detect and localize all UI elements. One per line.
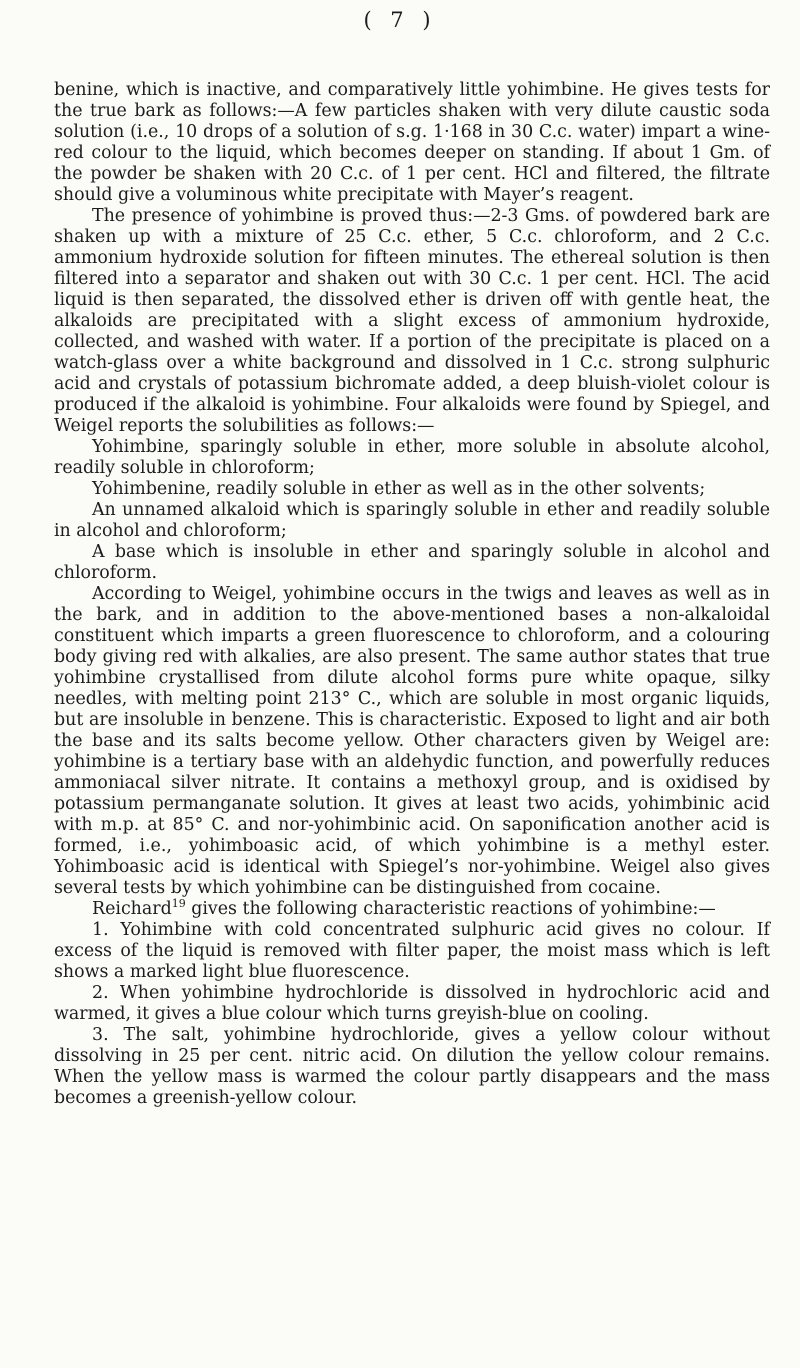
solubility-yohimbenine: Yohimbenine, readily soluble in ether as well as in the other solvents; <box>92 479 706 499</box>
paragraph-2: The presence of yohimbine is proved thus:—2-3 Gms. of powdered bark are shaken up with a mixture of 25 C.c. ether, 5 C.c. chloroform, and 2 C.c. ammonium hydroxide solution for fifteen minutes. The ethereal solution is then filtered into a separator and shaken out with 30 C.c. 1 per cent. HCl. The acid liquid is then separated, the dissolved ether is driven off with gentle heat, the alkaloids are precipitated with a slight excess of ammonium hydroxide, collected, and washed with water. If a portion of the precipitate is placed on a watch-glass over a white background and dissolved in 1 C.c. strong sulphuric acid and crystals of potassium bichromate added, a deep bluish-violet colour is produced if the alkaloid is yohimbine. Four alkaloids were found by Spiegel, and Weigel reports the solubilities as follows:— <box>54 206 770 436</box>
reichard-text-cont: gives the following characteristic reactions of yohimbine:— <box>185 899 716 919</box>
solubility-unnamed-alkaloid: An unnamed alkaloid which is sparingly soluble in ether and readily soluble in alcohol and chloroform; <box>54 500 770 541</box>
paragraph-weigel: According to Weigel, yohimbine occurs in the twigs and leaves as well as in the bark, and in addition to the above-mentioned bases a non-alkaloidal constituent which imparts a green fluorescence to chloroform, and a colouring body giving red with alkalies, are also present. The same author states that true yohimbine crystallised from dilute alcohol forms pure white opaque, silky needles, with melting point 213° C., which are soluble in most organic liquids, but are insoluble in benzene. This is characteristic. Exposed to light and air both the base and its salts become yellow. Other characters given by Weigel are: yohimbine is a tertiary base with an aldehydic function, and powerfully reduces ammoniacal silver nitrate. It contains a methoxyl group, and is oxidised by potassium permanganate solution. It gives at least two acids, yohimbinic acid with m.p. at 85° C. and nor-yohimbinic acid. On saponification another acid is formed, i.e., yohimboasic acid, of which yohimbine is a methyl ester. Yohimboasic acid is identical with Spiegel’s nor-yohimbine. Weigel also gives several tests by which yohimbine can be distinguished from cocaine. <box>54 584 770 898</box>
footnote-ref-19: 19 <box>171 897 186 911</box>
solubility-base: A base which is insoluble in ether and sparingly soluble in alcohol and chloroform. <box>54 542 770 583</box>
body-text <box>54 80 770 1109</box>
solubility-yohimbine: Yohimbine, sparingly soluble in ether, more soluble in absolute alcohol, readily soluble in chloroform; <box>54 437 770 478</box>
paragraph-reichard <box>54 899 770 920</box>
page-number: ( 7 ) <box>363 8 437 32</box>
reaction-1: 1. Yohimbine with cold concentrated sulphuric acid gives no colour. If excess of the liquid is removed with filter paper, the moist mass which is left shows a marked light blue fluorescence. <box>54 920 770 982</box>
reaction-2: 2. When yohimbine hydrochloride is dissolved in hydrochloric acid and warmed, it gives a blue colour which turns greyish-blue on cooling. <box>54 983 770 1024</box>
reaction-3: 3. The salt, yohimbine hydrochloride, gives a yellow colour without dissolving in 25 per cent. nitric acid. On dilution the yellow colour remains. When the yellow mass is warmed the colour partly disappears and the mass becomes a greenish-yellow colour. <box>54 1025 770 1108</box>
paragraph-1: benine, which is inactive, and comparatively little yohimbine. He gives tests for the true bark as follows:—A few particles shaken with very dilute caustic soda solution (i.e., 10 drops of a solution of s.g. 1·168 in 30 C.c. water) impart a wine-red colour to the liquid, which becomes deeper on standing. If about 1 Gm. of the powder be shaken with 20 C.c. of 1 per cent. HCl and filtered, the filtrate should give a voluminous white precipitate with Mayer’s reagent. <box>54 80 770 205</box>
reichard-text: Reichard <box>92 899 172 919</box>
